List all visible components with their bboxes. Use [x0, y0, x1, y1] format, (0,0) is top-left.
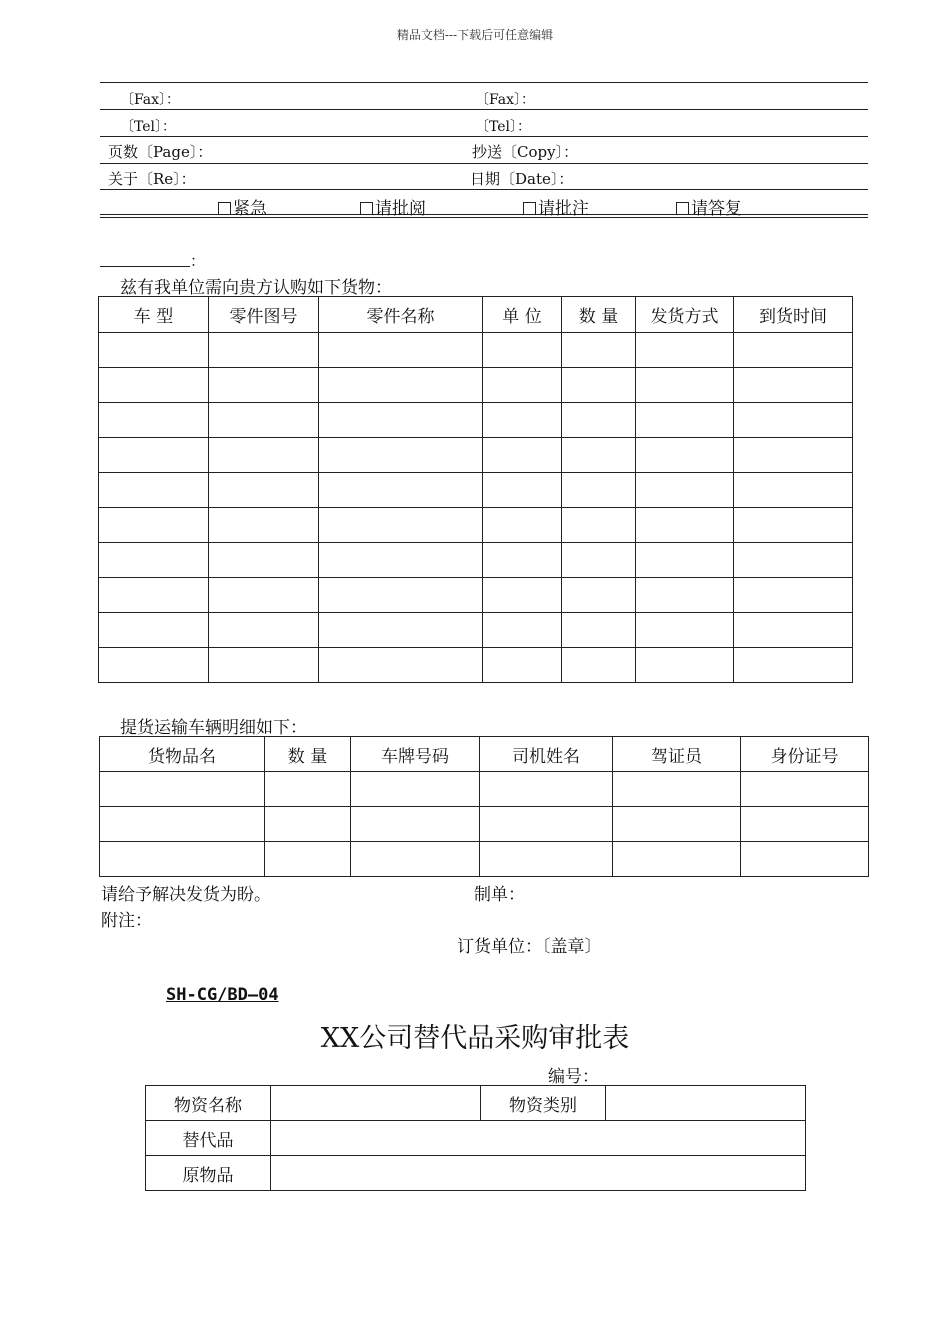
table-cell[interactable] [562, 403, 636, 438]
intro-text: 兹有我单位需向贵方认购如下货物： [120, 278, 392, 298]
table-cell[interactable] [562, 508, 636, 543]
ordering-unit-label: 订货单位：〔盖章〕 [457, 937, 602, 957]
table-row [100, 807, 869, 842]
column-header: 发货方式 [636, 297, 734, 333]
table-row [99, 543, 853, 578]
table-cell[interactable] [734, 333, 853, 368]
table-row [99, 438, 853, 473]
table-cell[interactable] [319, 578, 483, 613]
table-cell[interactable] [99, 543, 209, 578]
table-row [100, 842, 869, 877]
table-header-row [100, 737, 869, 772]
table-cell[interactable] [480, 772, 613, 807]
table-cell[interactable] [483, 473, 562, 508]
table-cell[interactable] [99, 438, 209, 473]
table-cell[interactable] [636, 578, 734, 613]
table-cell[interactable] [99, 613, 209, 648]
table-cell[interactable] [741, 807, 869, 842]
table-cell[interactable] [741, 842, 869, 877]
column-header: 数 量 [265, 737, 351, 772]
column-header: 车牌号码 [351, 737, 480, 772]
table-cell[interactable] [741, 772, 869, 807]
table-cell[interactable] [99, 508, 209, 543]
table-cell[interactable] [209, 508, 319, 543]
copy-label: 抄送〔Copy〕： [472, 143, 579, 161]
table-cell[interactable] [351, 807, 480, 842]
table-cell[interactable] [562, 543, 636, 578]
table-cell[interactable] [209, 578, 319, 613]
material-category-field[interactable] [606, 1086, 806, 1121]
column-header: 零件名称 [319, 297, 483, 333]
table-cell[interactable] [483, 578, 562, 613]
re-label: 关于〔Re〕： [108, 170, 196, 188]
column-header: 司机姓名 [480, 737, 613, 772]
table-cell[interactable] [319, 403, 483, 438]
table-cell[interactable] [209, 368, 319, 403]
option-review[interactable]: 请批阅 [360, 194, 426, 219]
column-header: 数 量 [562, 297, 636, 333]
table-cell[interactable] [613, 807, 741, 842]
addressee-colon: ： [190, 252, 206, 270]
vehicle-intro: 提货运输车辆明细如下： [120, 718, 307, 738]
table-cell[interactable] [636, 438, 734, 473]
table-cell[interactable] [265, 772, 351, 807]
table-cell[interactable] [636, 403, 734, 438]
original-field[interactable] [271, 1156, 806, 1191]
table-cell[interactable] [209, 648, 319, 683]
option-reply[interactable]: 请答复 [676, 194, 742, 219]
table-cell[interactable] [209, 438, 319, 473]
divider [100, 163, 868, 164]
table-row [99, 578, 853, 613]
table-cell[interactable] [636, 333, 734, 368]
option-comment[interactable]: 请批注 [523, 194, 589, 219]
watermark: 精品文档---下载后可任意编辑 [396, 28, 554, 42]
divider [100, 189, 868, 190]
approval-table [145, 1085, 806, 1191]
table-cell[interactable] [99, 648, 209, 683]
table-cell[interactable] [319, 543, 483, 578]
addressee-underline [100, 266, 190, 267]
column-header: 零件图号 [209, 297, 319, 333]
table-cell[interactable] [99, 333, 209, 368]
fax-label-left: 〔Fax〕： [120, 92, 181, 108]
table-cell[interactable] [562, 438, 636, 473]
divider [100, 214, 868, 215]
table-cell[interactable] [351, 842, 480, 877]
column-header: 货物品名 [100, 737, 265, 772]
prepared-by-label: 制单： [474, 885, 525, 905]
material-name-label: 物资名称 [146, 1086, 271, 1121]
substitute-label: 替代品 [146, 1121, 271, 1156]
table-cell[interactable] [209, 613, 319, 648]
page-title: XX公司替代品采购审批表 [320, 1023, 630, 1054]
table-row [99, 403, 853, 438]
divider [100, 109, 868, 110]
table-cell[interactable] [562, 473, 636, 508]
table-cell[interactable] [209, 333, 319, 368]
divider [100, 217, 868, 218]
table-cell[interactable] [636, 648, 734, 683]
table-cell[interactable] [636, 613, 734, 648]
checkbox-icon[interactable] [523, 202, 536, 215]
number-label: 编号： [548, 1067, 599, 1087]
table-cell[interactable] [100, 842, 265, 877]
table-cell[interactable] [562, 648, 636, 683]
form-code: SH-CG/BD—04 [166, 985, 279, 1005]
table-cell[interactable] [483, 543, 562, 578]
table-cell[interactable] [100, 807, 265, 842]
table-cell[interactable] [483, 438, 562, 473]
table-cell[interactable] [562, 613, 636, 648]
goods-table [98, 296, 853, 683]
table-cell[interactable] [319, 508, 483, 543]
option-urgent[interactable]: 紧急 [218, 194, 267, 219]
column-header: 身份证号 [741, 737, 869, 772]
material-category-label: 物资类别 [481, 1086, 606, 1121]
table-row [99, 613, 853, 648]
table-cell[interactable] [483, 403, 562, 438]
date-label: 日期〔Date〕： [470, 170, 574, 188]
column-header: 单 位 [483, 297, 562, 333]
table-cell[interactable] [562, 368, 636, 403]
table-cell[interactable] [636, 543, 734, 578]
table-cell[interactable] [734, 578, 853, 613]
table-cell[interactable] [483, 648, 562, 683]
checkbox-icon[interactable] [360, 202, 373, 215]
table-cell[interactable] [319, 648, 483, 683]
table-cell[interactable] [99, 578, 209, 613]
table-cell[interactable] [265, 807, 351, 842]
table-row [146, 1121, 806, 1156]
column-header: 车 型 [99, 297, 209, 333]
table-header-row [99, 297, 853, 333]
table-cell[interactable] [319, 473, 483, 508]
column-header: 到货时间 [734, 297, 853, 333]
note-label: 附注： [101, 911, 152, 931]
divider [100, 82, 868, 83]
table-row [99, 368, 853, 403]
table-cell[interactable] [99, 368, 209, 403]
table-cell[interactable] [613, 842, 741, 877]
checkbox-icon[interactable] [676, 202, 689, 215]
tel-label-left: 〔Tel〕： [120, 119, 177, 135]
checkbox-icon[interactable] [218, 202, 231, 215]
table-cell[interactable] [734, 543, 853, 578]
table-cell[interactable] [562, 578, 636, 613]
divider [100, 136, 868, 137]
table-row [99, 648, 853, 683]
table-cell[interactable] [734, 438, 853, 473]
table-cell[interactable] [636, 473, 734, 508]
vehicle-table [99, 736, 869, 877]
table-cell[interactable] [319, 438, 483, 473]
table-row [146, 1156, 806, 1191]
table-cell[interactable] [483, 508, 562, 543]
table-cell[interactable] [734, 403, 853, 438]
table-cell[interactable] [319, 613, 483, 648]
table-cell[interactable] [483, 333, 562, 368]
table-cell[interactable] [734, 473, 853, 508]
original-label: 原物品 [146, 1156, 271, 1191]
table-cell[interactable] [319, 368, 483, 403]
table-cell[interactable] [734, 508, 853, 543]
fax-label-right: 〔Fax〕： [475, 92, 536, 108]
tel-label-right: 〔Tel〕： [475, 119, 532, 135]
table-cell[interactable] [562, 333, 636, 368]
table-row [99, 333, 853, 368]
table-cell[interactable] [209, 473, 319, 508]
table-row [146, 1086, 806, 1121]
table-cell[interactable] [483, 368, 562, 403]
table-cell[interactable] [209, 543, 319, 578]
substitute-field[interactable] [271, 1121, 806, 1156]
table-cell[interactable] [100, 772, 265, 807]
table-cell[interactable] [265, 842, 351, 877]
closing-text: 请给予解决发货为盼。 [101, 885, 271, 905]
table-cell[interactable] [351, 772, 480, 807]
table-row [99, 508, 853, 543]
table-cell[interactable] [319, 333, 483, 368]
table-cell[interactable] [734, 613, 853, 648]
table-cell[interactable] [636, 368, 734, 403]
page-label: 页数〔Page〕： [108, 143, 213, 161]
table-row [99, 473, 853, 508]
table-cell[interactable] [734, 368, 853, 403]
table-cell[interactable] [99, 473, 209, 508]
table-cell[interactable] [636, 508, 734, 543]
column-header: 驾证员 [613, 737, 741, 772]
table-cell[interactable] [613, 772, 741, 807]
table-cell[interactable] [734, 648, 853, 683]
material-name-field[interactable] [271, 1086, 481, 1121]
table-cell[interactable] [209, 403, 319, 438]
table-cell[interactable] [483, 613, 562, 648]
table-cell[interactable] [480, 842, 613, 877]
table-cell[interactable] [480, 807, 613, 842]
table-cell[interactable] [99, 403, 209, 438]
table-row [100, 772, 869, 807]
